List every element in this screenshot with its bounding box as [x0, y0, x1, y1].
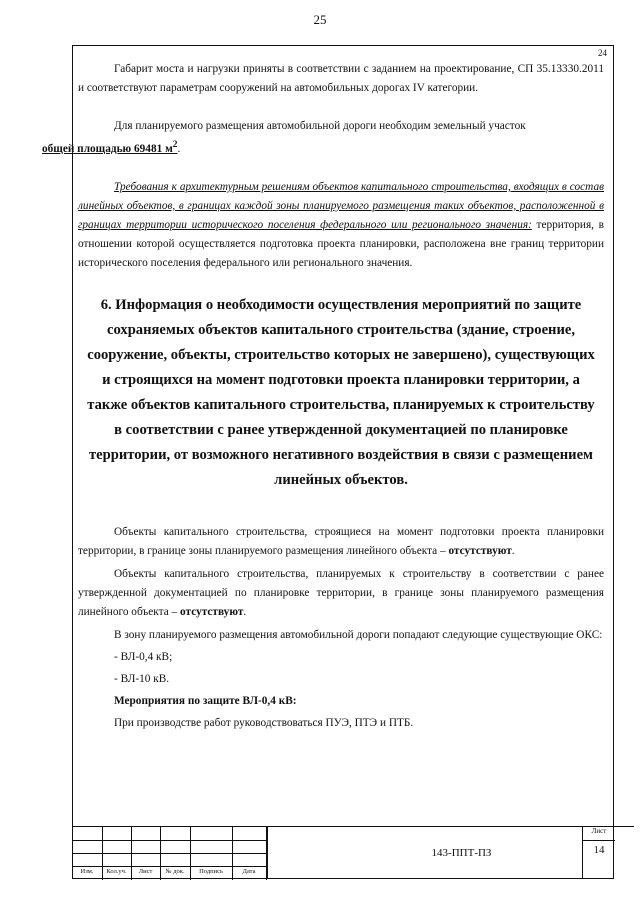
- protection-measures-heading: Мероприятия по защите ВЛ-0,4 кВ:: [114, 694, 297, 707]
- requirements-heading: Требования к архитектурным решениям объектов капитального строительства, входящих в состав линейных объектов, в границах каждой зоны планируемого размещения таких объектов, расположенной в границах территории исторического поселения федерального или регионального значения:: [78, 180, 604, 231]
- list-item: - ВЛ-10 кВ.: [114, 672, 170, 685]
- paragraph-under-construction: [78, 523, 604, 561]
- stamp-label: Изм.: [80, 868, 94, 875]
- stamp-row: [72, 853, 267, 854]
- under-construction-end: .: [511, 544, 515, 557]
- land-text: Для планируемого размещения автомобильной дороги необходим земельный участок: [114, 120, 526, 132]
- planned-status: отсутствуют: [180, 605, 244, 618]
- stamp-label: № док.: [165, 868, 185, 875]
- land-end: .: [177, 142, 181, 155]
- protection-measures-text: При производстве работ руководствоваться ПУЭ, ПТЭ и ПТБ.: [114, 716, 414, 729]
- paragraph-existing-oks: В зону планируемого размещения автомобильной дороги попадают следующие существующие ОКС:: [114, 628, 603, 641]
- stamp-label: Подпись: [199, 868, 223, 875]
- stamp-row: [72, 866, 267, 867]
- stamp-label: Кол.уч.: [106, 868, 127, 875]
- paragraph-requirements: [78, 178, 604, 273]
- land-area-value: общей площадью 69481 м: [42, 142, 173, 155]
- document-body: [42, 60, 604, 733]
- planned-end: .: [243, 605, 247, 618]
- paragraph-bridge: Габарит моста и нагрузки приняты в соответствии с заданием на проектирование, СП 35.13330.2011 и соответствуют параметрам сооружений на автомобильных дорогах IV категории.: [78, 63, 604, 94]
- stamp-sheet: [582, 826, 614, 879]
- sheet-label: Лист: [591, 827, 607, 835]
- page-number: 25: [313, 12, 327, 27]
- requirements-text: территория, в отношении которой осуществляется подготовка проекта планировки, расположена вне границ территории исторического поселения федерального или регионального значения.: [78, 218, 604, 269]
- section-heading: 6. Информация о необходимости осуществления мероприятий по защите сохраняемых объектов капитального строительства (здание, строение, сооружение, объекты, строительство которых не завершено), существующих и строящихся на момент подготовки проекта планировки территории, а также объектов капитального строительства, планируемых к строительству в соответствии с ранее утвержденной документацией по планировке территории, от возможного негативного воздействия в связи с размещением линейных объектов.: [87, 296, 595, 488]
- stamp-label: Дата: [242, 868, 256, 875]
- title-block: [72, 826, 614, 879]
- sheet-divider: [583, 840, 615, 841]
- under-construction-status: отсутствуют: [448, 544, 512, 557]
- land-area-unit-sup: 2: [172, 140, 178, 150]
- paragraph-land: [42, 117, 604, 159]
- paragraph-planned: [78, 565, 604, 622]
- stamp-row: [72, 840, 267, 841]
- under-construction-text: Объекты капитального строительства, строящиеся на момент подготовки проекта планировки территории, в границе зоны планируемого размещения линейного объекта –: [78, 525, 604, 557]
- list-item: - ВЛ-0,4 кВ;: [114, 650, 173, 663]
- stamp-main: [267, 826, 634, 879]
- corner-number: 24: [598, 48, 607, 58]
- stamp-label: Лист: [138, 868, 153, 875]
- sheet-number: 14: [593, 844, 605, 856]
- document-code: 143-ППТ-ПЗ: [431, 847, 492, 859]
- land-area: [42, 140, 178, 155]
- stamp-grid: [72, 826, 267, 879]
- planned-text: Объекты капитального строительства, планируемых к строительству в соответствии с ранее утвержденной документацией по планировке территории, в границе зоны планируемого размещения линейного объекта –: [78, 567, 604, 618]
